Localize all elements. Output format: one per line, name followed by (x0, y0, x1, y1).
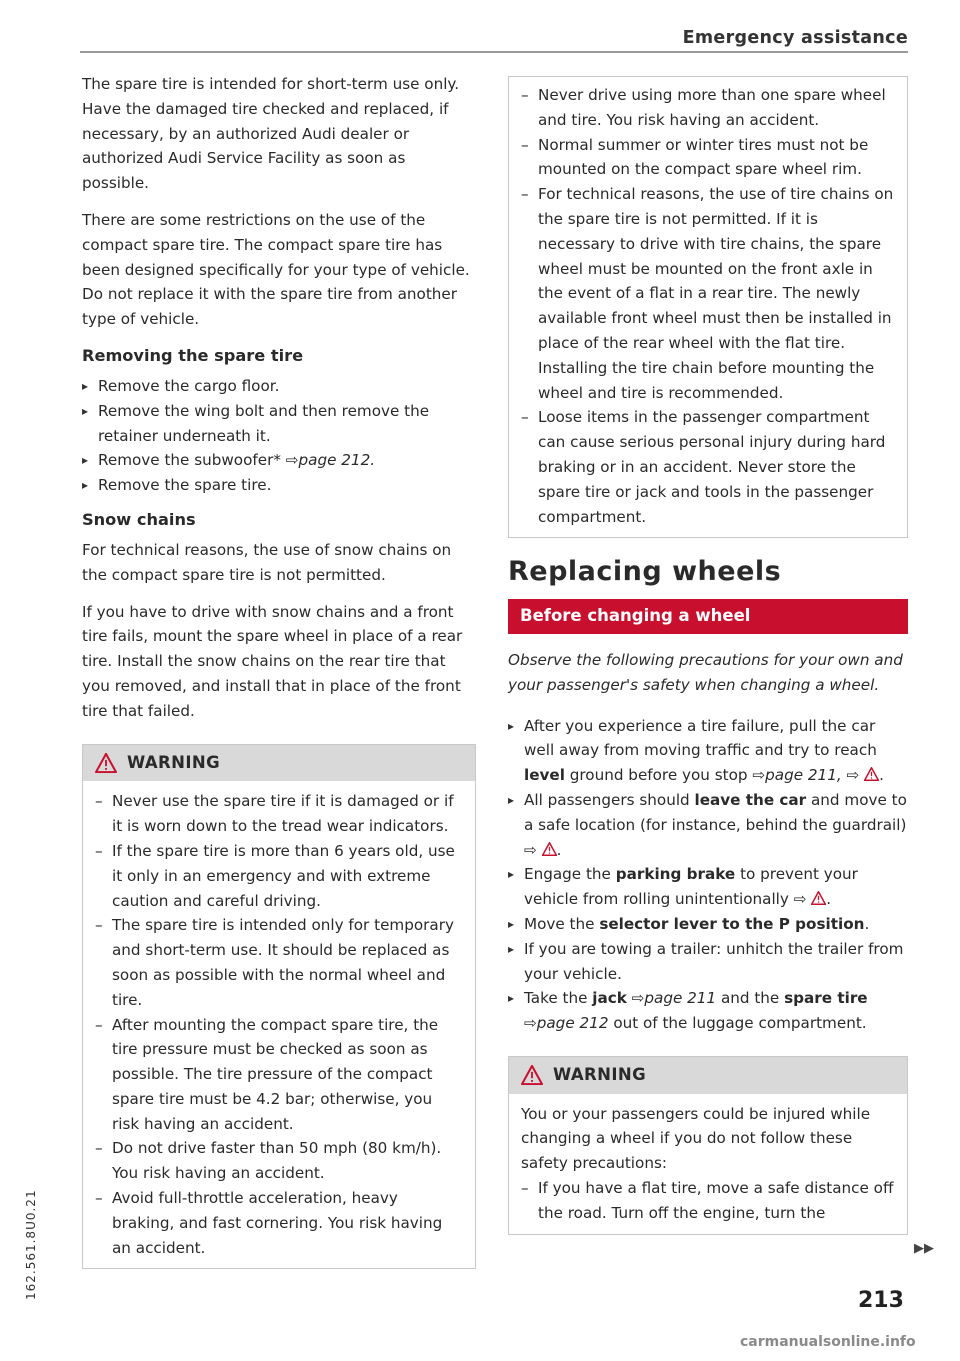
removing-step: ▸ Remove the wing bolt and then remove the retainer underneath it. (82, 399, 476, 449)
snow-chains-heading: Snow chains (82, 509, 196, 529)
intro-paragraph: Observe the following precautions for your own and your passenger's safety when changing a wheel. (508, 650, 903, 694)
page-reference-link[interactable]: page 212 (536, 1014, 609, 1033)
watermark: carmanualsonline.info (740, 1334, 916, 1350)
subsection-banner: Before changing a wheel (508, 599, 908, 634)
page-number: 213 (858, 1288, 904, 1313)
warning-triangle-icon[interactable] (811, 891, 826, 905)
arrow-right-icon: ⇨ (524, 1014, 537, 1033)
page-reference-link[interactable]: page 211, (765, 766, 842, 785)
arrow-right-icon: ⇨ (524, 840, 537, 859)
spare-tire-paragraph-1: The spare tire is intended for short-term use only. Have the damaged tire checked and replaced, if necessary, by an authorized Audi dealer or authorized Audi Service Facility as soon as possible. (82, 75, 460, 193)
arrow-right-icon: ⇨ (752, 766, 766, 785)
removing-spare-tire-heading: Removing the spare tire (82, 345, 304, 365)
warning-box-left (82, 744, 476, 1270)
continue-arrow-icon: ▶▶ (914, 1241, 934, 1256)
warning-triangle-icon[interactable] (542, 842, 557, 856)
warning-item: – Normal summer or winter tires must not be mounted on the compact spare wheel rim. (521, 133, 895, 183)
precaution-step: ▸ Move the selector lever to the P position. (508, 912, 908, 937)
warning-intro: You or your passengers could be injured while changing a wheel if you do not follow these safety precautions: (521, 1104, 871, 1173)
removing-steps-list (82, 374, 476, 498)
spare-tire-paragraph-2: There are some restrictions on the use of the compact spare tire. The compact spare tire has been designed specifically for your type of vehicle. Do not replace it with the spare tire from another type of vehicle. (82, 210, 470, 329)
arrow-right-icon: ⇨ (285, 451, 299, 470)
header-divider (80, 51, 908, 53)
precaution-step: ▸ If you are towing a trailer: unhitch the trailer from your vehicle. (508, 937, 908, 987)
warning-item: – If the spare tire is more than 6 years old, use it only in an emergency and with extreme caution and careful driving. (95, 839, 463, 913)
warning-list (521, 1176, 895, 1226)
warning-item: – Never use the spare tire if it is damaged or if it is worn down to the tread wear indicators. (95, 789, 463, 839)
section-title: Replacing wheels (508, 556, 782, 588)
document-code: 162.561.8U0.21 (24, 1189, 38, 1300)
left-column (82, 72, 476, 1269)
warning-body (83, 781, 475, 1268)
warning-item: – The spare tire is intended only for temporary and short-term use. It should be replaced as soon as possible with the normal wheel and tire. (95, 913, 463, 1012)
removing-step: ▸ Remove the cargo floor. (82, 374, 476, 399)
warning-triangle-icon[interactable] (864, 767, 879, 781)
snow-chains-paragraph-2: If you have to drive with snow chains and a front tire fails, mount the spare wheel in place of a rear tire. Install the snow chains on the rear tire that you removed, and install that in place of the front tire that failed. (82, 602, 463, 720)
warning-list (95, 789, 463, 1260)
warning-item: – For technical reasons, the use of tire chains on the spare tire is not permitted. If it is necessary to drive with tire chains, the spare wheel must be mounted on the front axle in the event of a flat in a rear tire. The newly available front wheel must then be installed in place of the rear wheel with the flat tire. Installing the tire chain before mounting the wheel and tire is recommended. (521, 182, 895, 405)
precaution-step: ▸ All passengers should leave the car and move to a safe location (for instance, behind the guardrail) ⇨ . (508, 788, 908, 862)
warning-header: WARNING (83, 745, 475, 782)
running-header-title: Emergency assistance (682, 28, 908, 48)
warning-item: – Loose items in the passenger compartment can cause serious personal injury during hard braking or in an accident. Never store the spare tire or jack and tools in the passenger compartment. (521, 405, 895, 529)
warning-item: – Do not drive faster than 50 mph (80 km/h). You risk having an accident. (95, 1136, 463, 1186)
page-reference-link[interactable]: page 211 (644, 989, 717, 1008)
warning-triangle-icon (521, 1065, 543, 1085)
warning-continuation-box (508, 76, 908, 538)
page-reference-link[interactable]: page 212. (298, 451, 376, 470)
right-column (508, 76, 908, 1235)
warning-item: – If you have a flat tire, move a safe distance off the road. Turn off the engine, turn the (521, 1176, 895, 1226)
warning-triangle-icon (95, 753, 117, 773)
warning-continuation-list (521, 83, 895, 529)
warning-box-right (508, 1056, 908, 1235)
warning-item: – Avoid full-throttle acceleration, heavy braking, and fast cornering. You risk having an accident. (95, 1186, 463, 1260)
removing-step: ▸ Remove the spare tire. (82, 473, 476, 498)
warning-item: – Never drive using more than one spare wheel and tire. You risk having an accident. (521, 83, 895, 133)
precaution-steps-list (508, 714, 908, 1036)
warning-item: – After mounting the compact spare tire, the tire pressure must be checked as soon as possible. The tire pressure of the compact spare tire must be 4.2 bar; otherwise, you risk having an accident. (95, 1013, 463, 1137)
precaution-step: ▸ After you experience a tire failure, pull the car well away from moving traffic and try to reach level ground before you stop ⇨page 211, ⇨ . (508, 714, 908, 788)
precaution-step: ▸ Take the jack ⇨page 211 and the spare tire ⇨page 212 out of the luggage compartment. (508, 986, 908, 1036)
warning-header: WARNING (509, 1057, 907, 1094)
arrow-right-icon: ⇨ (846, 766, 860, 785)
warning-body (509, 1094, 907, 1234)
removing-step: ▸ Remove the subwoofer* ⇨page 212. (82, 448, 476, 473)
snow-chains-paragraph-1: For technical reasons, the use of snow chains on the compact spare tire is not permitted. (82, 540, 452, 584)
arrow-right-icon: ⇨ (793, 890, 807, 909)
precaution-step: ▸ Engage the parking brake to prevent your vehicle from rolling unintentionally ⇨ . (508, 862, 908, 912)
arrow-right-icon: ⇨ (631, 989, 645, 1008)
